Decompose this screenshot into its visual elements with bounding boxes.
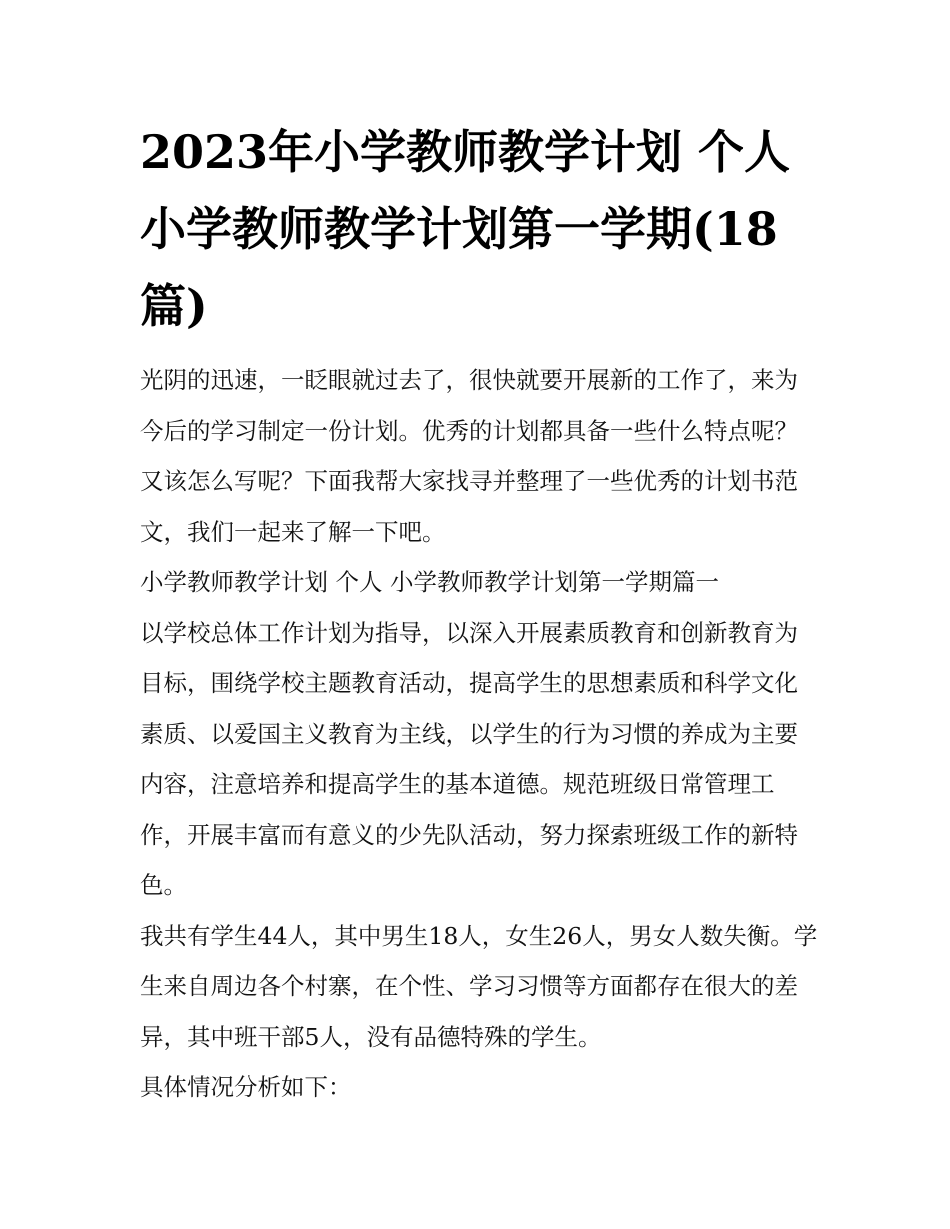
guideline-paragraph: 以学校总体工作计划为指导，以深入开展素质教育和创新教育为目标，围绕学校主题教育活动，提高学生的思想素质和科学文化素质、以爱国主义教育为主线，以学生的行为习惯的养成为主要内容，注意培养和提高学生的基本道德。规范班级日常管理工作，开展丰富而有意义的少先队活动，努力探索班级工作的新特色。 xyxy=(140,618,798,899)
analysis-intro-paragraph: 具体情况分析如下： xyxy=(140,1073,352,1101)
section-heading: 小学教师教学计划 个人 小学教师教学计划第一学期篇一 xyxy=(140,568,719,596)
document-title: 2023年小学教师教学计划 个人 小学教师教学计划第一学期(18篇) xyxy=(140,125,791,333)
intro-paragraph: 光阴的迅速，一眨眼就过去了，很快就要开展新的工作了，来为今后的学习制定一份计划。优秀的计划都具备一些什么特点呢？又该怎么写呢？下面我帮大家找寻并整理了一些优秀的计划书范文，我们一起来了解一下吧。 xyxy=(140,366,798,546)
document-body xyxy=(140,355,820,1113)
class-info-paragraph: 我共有学生44人，其中男生18人，女生26人，男女人数失衡。学生来自周边各个村寨，在个性、学习习惯等方面都存在很大的差异，其中班干部5人，没有品德特殊的学生。 xyxy=(140,921,818,1051)
